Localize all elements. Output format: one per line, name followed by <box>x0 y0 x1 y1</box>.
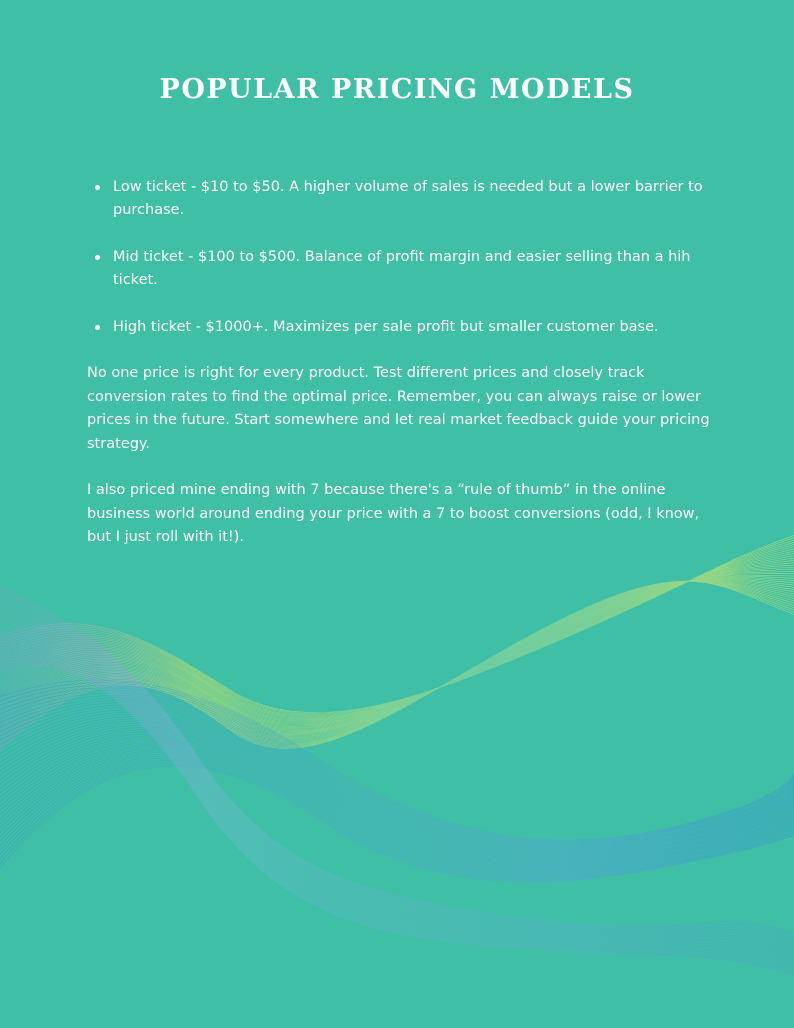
list-item-text: Low ticket - $10 to $50. A higher volume of sales is needed but a lower barrier to purchase. <box>113 179 703 218</box>
list-item-text: Mid ticket - $100 to $500. Balance of profit margin and easier selling than a hih ticket. <box>113 249 691 288</box>
bullet-icon <box>95 255 100 260</box>
list-item <box>113 316 713 339</box>
body-paragraph: I also priced mine ending with 7 because there's a “rule of thumb” in the online business world around ending your price with a 7 to boost conversions (odd, I know, but I just roll with it!). <box>87 482 700 545</box>
bullet-icon <box>95 325 100 330</box>
page-title: POPULAR PRICING MODELS <box>159 74 635 105</box>
pricing-models-list <box>113 176 713 363</box>
body-paragraph: No one price is right for every product. Test different prices and closely track conversion rates to find the optimal price. Remember, you can always raise or lower prices in the future. Start somewhere and let real market feedback guide your pricing strategy. <box>87 365 710 452</box>
list-item-text: High ticket - $1000+. Maximizes per sale profit but smaller customer base. <box>113 319 659 335</box>
bullet-icon <box>95 185 100 190</box>
list-item <box>113 246 713 292</box>
list-item <box>113 176 713 222</box>
